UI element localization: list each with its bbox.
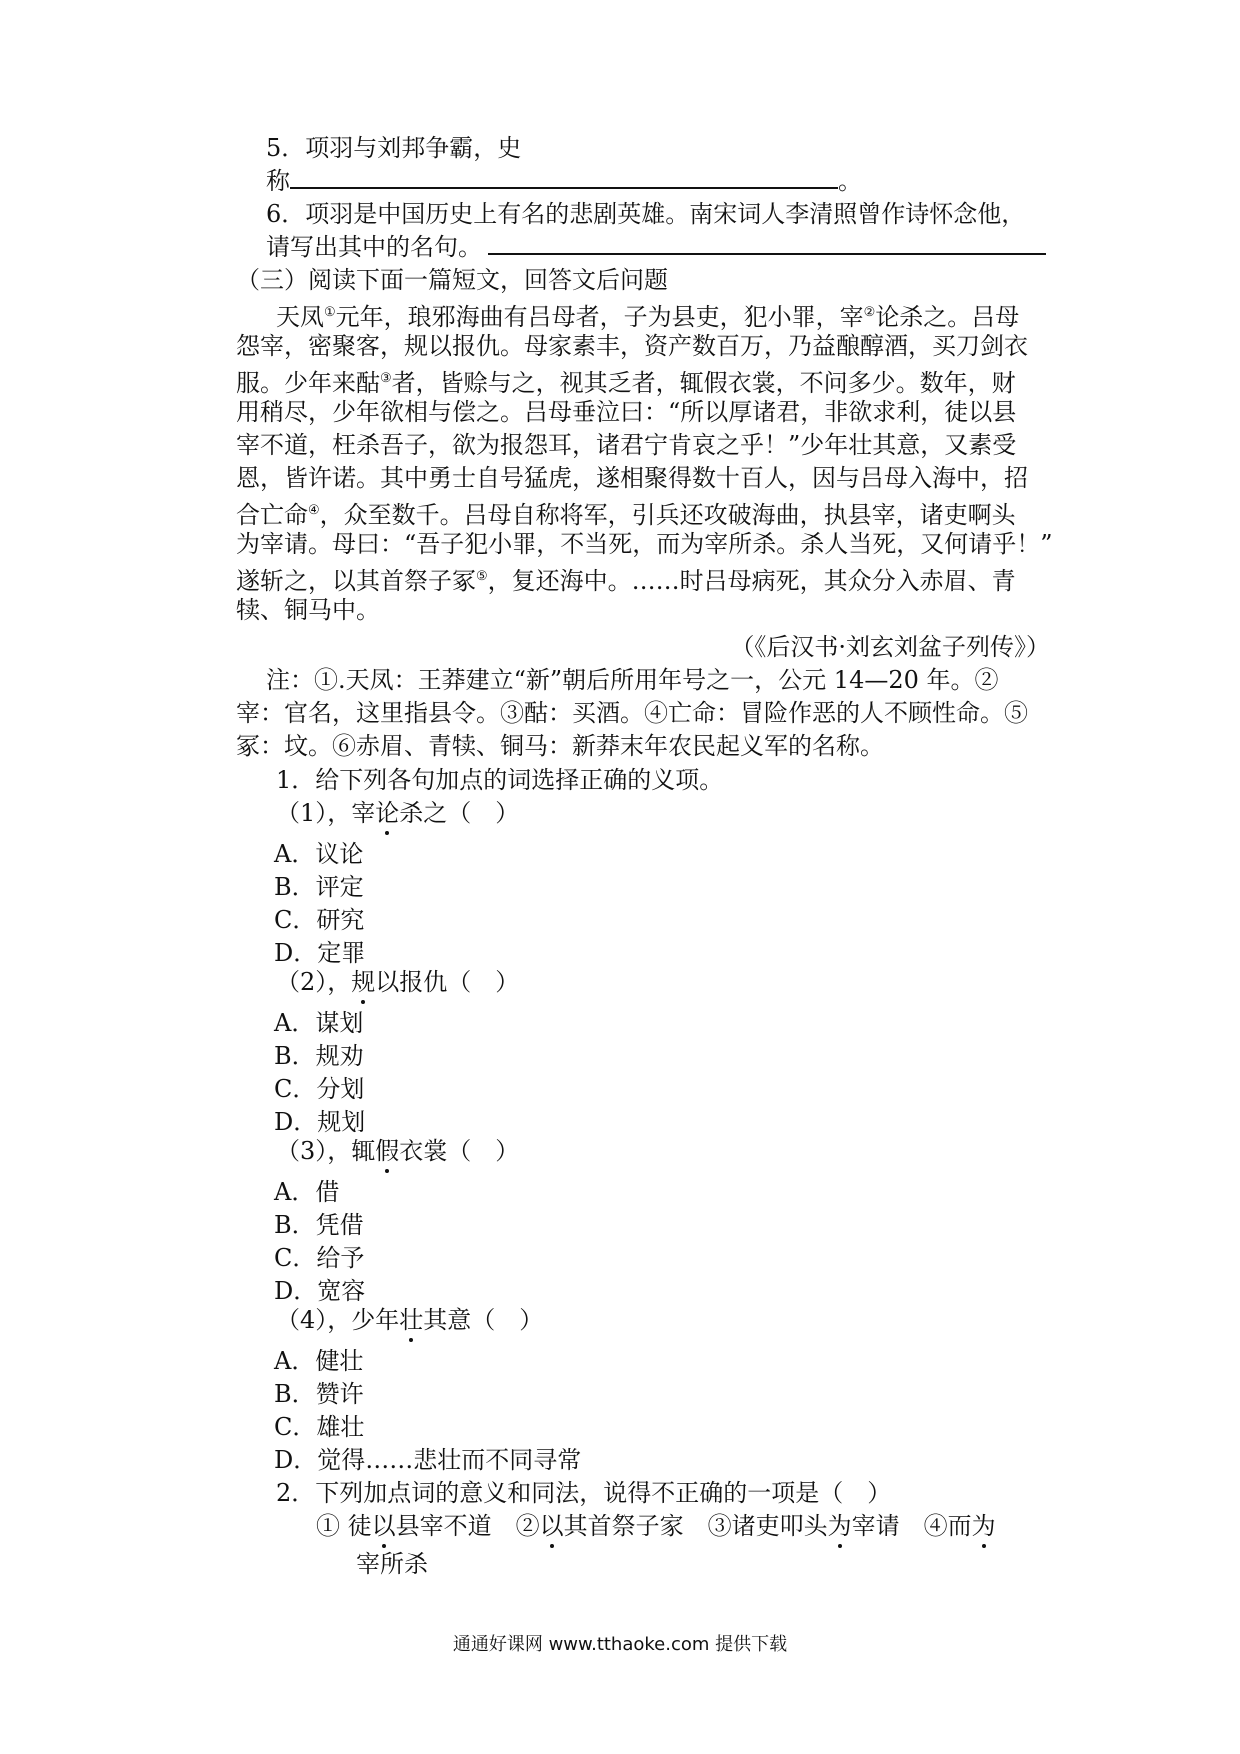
footnote-mark: ① [324, 305, 336, 320]
note-line: 冢：坟。⑥赤眉、青犊、铜马：新莽末年农民起义军的名称。 [236, 732, 884, 760]
footnote-mark: ⑤ [476, 569, 488, 584]
q2-title: 2．下列加点词的意义和同法，说得不正确的一项是（ ） [276, 1479, 892, 1507]
option-d[interactable]: D．觉得……悲壮而不同寻常 [274, 1446, 582, 1474]
passage-line: 遂斩之，以其首祭子冢⑤，复还海中。……时吕母病死，其众分入赤眉、青 [236, 567, 1016, 595]
q5-line2: 称 。 [266, 167, 862, 195]
option-b[interactable]: B．凭借 [274, 1211, 364, 1239]
q1-item-stem: （3），辄假衣裳（ ） [276, 1137, 520, 1165]
q6-line2: 请写出其中的名句。 [266, 231, 1046, 263]
passage-line: 服。少年来酤③者，皆赊与之，视其乏者，辄假衣裳，不问多少。数年，财 [236, 369, 1016, 397]
passage-line: 用稍尽，少年欲相与偿之。吕母垂泣曰：“所以厚诸君，非欲求利，徒以县 [236, 398, 1017, 426]
emphasis-dot-char: 为 [971, 1512, 996, 1540]
passage-line: 宰不道，枉杀吾子，欲为报怨耳，诸君宁肯哀之乎！”少年壮其意，又素受 [236, 431, 1017, 459]
option-c[interactable]: C．研究 [274, 906, 365, 934]
q2-options-line [316, 1510, 996, 1542]
section-title: （三）阅读下面一篇短文，回答文后问题 [236, 266, 668, 294]
option-d[interactable]: D．宽容 [274, 1277, 366, 1305]
q6-line1: 6．项羽是中国历史上有名的悲剧英雄。南宋词人李清照曾作诗怀念他， [266, 200, 1026, 228]
footnote-mark: ② [863, 305, 876, 320]
note-line: 宰：官名，这里指县令。③酤：买酒。④亡命：冒险作恶的人不顾性命。⑤ [236, 699, 1028, 727]
passage-line: 怨宰，密聚客，规以报仇。母家素丰，资产数百万，乃益酿醇酒，买刀剑衣 [236, 332, 1028, 360]
passage-line: 合亡命④，众至数千。吕母自称将军，引兵还攻破海曲，执县宰，诸吏啊头 [236, 501, 1016, 529]
passage-line: 犊、铜马中。 [236, 596, 380, 624]
option-b[interactable]: B．规劝 [274, 1042, 364, 1070]
emphasis-dot-char: 壮 [399, 1306, 424, 1334]
answer-blank-q5[interactable] [290, 165, 838, 189]
q2-option-4-continued: 宰所杀 [356, 1550, 428, 1578]
option-a[interactable]: A．议论 [274, 840, 364, 868]
emphasis-dot-char: 规 [351, 968, 376, 996]
q1-item-stem: （1），宰论杀之（ ） [276, 799, 520, 827]
option-b[interactable]: B．赞许 [274, 1380, 364, 1408]
q2-option-1[interactable]: ① 徒以县宰不道 [316, 1512, 492, 1540]
q2-option-2[interactable]: ②以其首祭子家 [515, 1512, 684, 1540]
footer-text: 通通好课网 www.tthaoke.com 提供下载 [452, 1634, 788, 1655]
emphasis-dot-char: 论 [375, 799, 400, 827]
option-c[interactable]: C．雄壮 [274, 1413, 365, 1441]
emphasis-dot-char: 假 [375, 1137, 400, 1165]
option-c[interactable]: C．给予 [274, 1244, 365, 1272]
q1-title: 1．给下列各句加点的词选择正确的义项。 [276, 766, 724, 794]
passage-line: 恩，皆许诺。其中勇士自号猛虎，遂相聚得数十百人，因与吕母入海中，招 [236, 464, 1028, 492]
emphasis-dot-char: 以 [539, 1512, 564, 1540]
option-a[interactable]: A．健壮 [274, 1347, 364, 1375]
q2-option-4[interactable]: ④而为 [923, 1512, 996, 1540]
option-b[interactable]: B．评定 [274, 873, 364, 901]
passage-source: （《后汉书·刘玄刘盆子列传》） [730, 633, 1050, 661]
footnote-mark: ④ [308, 503, 320, 518]
option-a[interactable]: A．借 [274, 1178, 340, 1206]
option-d[interactable]: D．定罪 [274, 939, 366, 967]
note-line: 注：①.天凤：王莽建立“新”朝后所用年号之一，公元 14—20 年。② [266, 666, 999, 694]
footnote-mark: ③ [380, 371, 392, 386]
emphasis-dot-char: 为 [827, 1512, 852, 1540]
answer-blank-q6[interactable] [488, 231, 1046, 255]
passage-line: 天凤①元年，琅邪海曲有吕母者，子为县吏，犯小罪，宰②论杀之。吕母 [276, 303, 1020, 331]
q5-line1: 5．项羽与刘邦争霸，史 [266, 134, 522, 162]
q1-item-stem: （4），少年壮其意（ ） [276, 1306, 544, 1334]
q1-item-stem: （2），规以报仇（ ） [276, 968, 520, 996]
option-d[interactable]: D．规划 [274, 1108, 366, 1136]
q2-option-3[interactable]: ③诸吏叩头为宰请 [707, 1512, 900, 1540]
option-c[interactable]: C．分划 [274, 1075, 365, 1103]
option-a[interactable]: A．谋划 [274, 1009, 364, 1037]
passage-line: 为宰请。母曰：“吾子犯小罪，不当死，而为宰所杀。杀人当死，又何请乎！” [236, 530, 1053, 558]
emphasis-dot-char: 以 [371, 1512, 396, 1540]
